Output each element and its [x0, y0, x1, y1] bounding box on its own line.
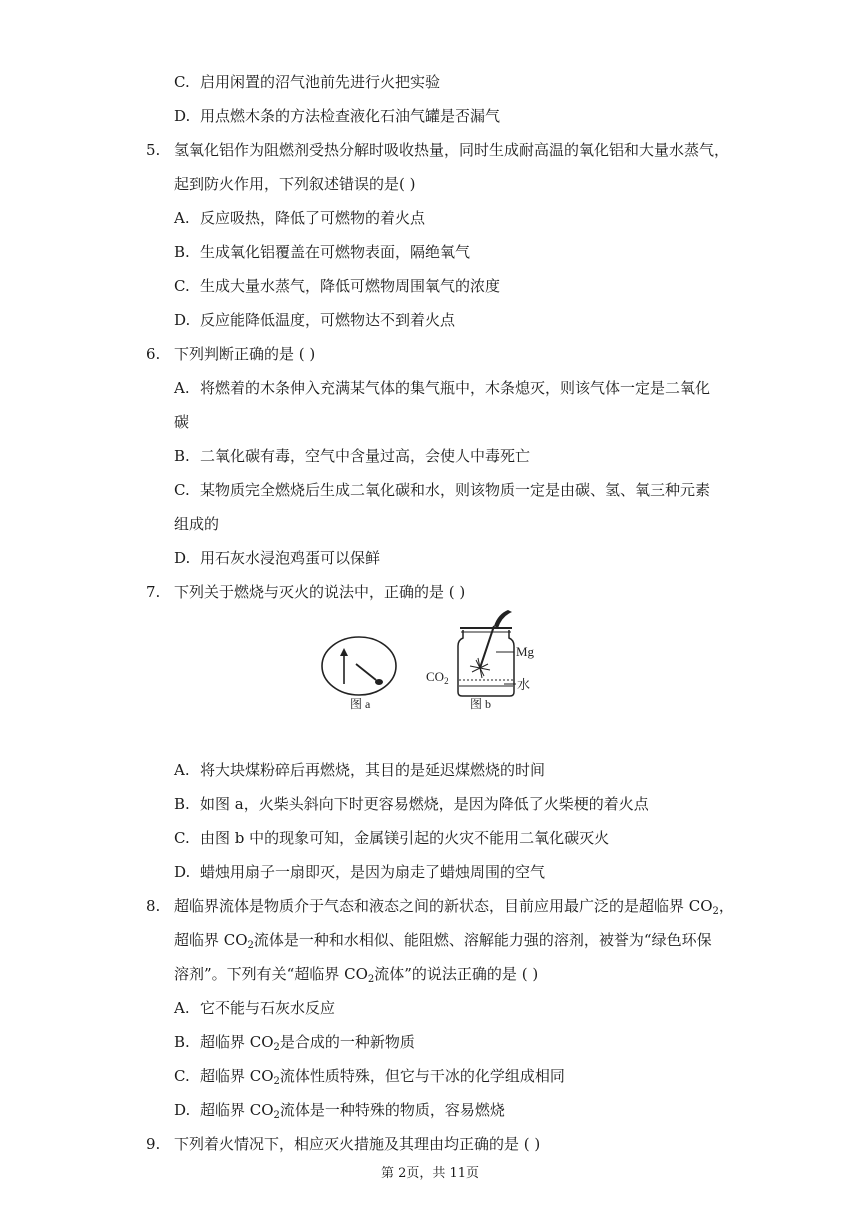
- option-text: 二氧化碳有毒，空气中含量过高，会使人中毒死亡: [200, 447, 531, 465]
- q6-option-d: [174, 548, 380, 568]
- option-letter: C.: [174, 1067, 190, 1085]
- option-text: 用石灰水浸泡鸡蛋可以保鲜: [200, 549, 381, 567]
- page-footer: 第 2页，共 11页: [380, 1166, 480, 1181]
- figure-a-match-diagram: [322, 637, 396, 695]
- option-letter: A.: [174, 379, 190, 397]
- stem-text: 溶剂”。下列有关“超临界 CO: [174, 965, 368, 983]
- option-letter: A.: [174, 761, 190, 779]
- subscript: 2: [367, 974, 375, 985]
- question-number-5: 5.: [146, 141, 161, 159]
- option-text: 由图 b 中的现象可知，金属镁引起的火灾不能用二氧化碳灭火: [200, 829, 610, 847]
- option-text: 超临界 CO: [200, 1033, 274, 1051]
- q9-stem: 下列着火情况下，相应灭火措施及其理由均正确的是 ( ): [174, 1135, 541, 1153]
- question-number-8: 8.: [146, 897, 161, 915]
- figure-b-co2-label: $CO_2$: [426, 669, 449, 686]
- question-number-6: 6.: [146, 345, 161, 363]
- option-text: 反应吸热，降低了可燃物的着火点: [200, 209, 426, 227]
- option-letter: B.: [174, 795, 190, 813]
- option-letter: B.: [174, 447, 190, 465]
- q7-option-c: [174, 828, 609, 848]
- option-text: 某物质完全燃烧后生成二氧化碳和水，则该物质一定是由碳、氢、氧三种元素: [200, 481, 711, 499]
- q5-option-c: [174, 276, 500, 296]
- option-text: 蜡烛用扇子一扇即灭，是因为扇走了蜡烛周围的空气: [200, 863, 546, 881]
- q6-option-a: [174, 378, 710, 398]
- figure-b-label: 图 b: [470, 697, 492, 711]
- question-number-9: 9.: [146, 1135, 161, 1153]
- option-text: 超临界 CO: [200, 1101, 274, 1119]
- option-letter: A.: [174, 209, 190, 227]
- q8-option-a: [174, 998, 335, 1018]
- q6-option-c: [174, 480, 710, 500]
- option-text: 用点燃木条的方法检查液化石油气罐是否漏气: [200, 107, 501, 125]
- option-letter: D.: [174, 311, 191, 329]
- figure-b-mg-label: Mg: [516, 644, 535, 659]
- q5-option-d: [174, 310, 455, 330]
- option-letter: D.: [174, 107, 191, 125]
- subscript: 2: [712, 906, 719, 917]
- option-text: 流体性质特殊，但它与干冰的化学组成相同: [279, 1067, 565, 1085]
- option-letter: D.: [174, 1101, 191, 1119]
- q8-option-d: [174, 1100, 505, 1120]
- q7-figure: [318, 608, 550, 718]
- option-letter: D.: [174, 863, 191, 881]
- option-text: 是合成的一种新物质: [279, 1033, 415, 1051]
- option-letter: A.: [174, 999, 190, 1017]
- stem-text: 超临界流体是物质介于气态和液态之间的新状态，目前应用最广泛的是超临界 CO: [174, 897, 713, 915]
- q4-option-d: [174, 106, 500, 126]
- option-letter: B.: [174, 1033, 190, 1051]
- q6-stem: 下列判断正确的是 ( ): [174, 345, 316, 363]
- option-letter: C.: [174, 829, 190, 847]
- q8-stem-line3: [174, 964, 538, 984]
- figure-b-jar-diagram: [458, 610, 516, 696]
- q7-option-d: [174, 862, 545, 882]
- q5-option-a: [174, 208, 425, 228]
- q6-option-a-cont: 碳: [174, 413, 190, 431]
- q8-option-b: [174, 1032, 415, 1052]
- subscript: 2: [273, 1076, 280, 1087]
- question-number-7: 7.: [146, 583, 161, 601]
- stem-text: 流体”的说法正确的是 ( ): [374, 965, 539, 983]
- combustion-figure-svg: [318, 608, 550, 718]
- q5-option-b: [174, 242, 470, 262]
- option-text: 将燃着的木条伸入充满某气体的集气瓶中，木条熄灭，则该气体一定是二氧化: [200, 379, 711, 397]
- q7-option-b: [174, 794, 649, 814]
- subscript: 2: [247, 940, 254, 951]
- q8-stem-line2: [174, 930, 712, 950]
- q7-stem: 下列关于燃烧与灭火的说法中，正确的是 ( ): [174, 583, 466, 601]
- q4-option-c: [174, 72, 440, 92]
- option-letter: B.: [174, 243, 190, 261]
- option-text: 反应能降低温度，可燃物达不到着火点: [200, 311, 456, 329]
- subscript: 2: [273, 1110, 280, 1121]
- subscript: 2: [273, 1042, 280, 1053]
- option-letter: C.: [174, 481, 190, 499]
- q5-stem-line1: 氢氧化铝作为阻燃剂受热分解时吸收热量，同时生成耐高温的氧化铝和大量水蒸气，: [174, 141, 730, 159]
- q6-option-c-cont: 组成的: [174, 515, 220, 533]
- q6-option-b: [174, 446, 530, 466]
- option-text: 超临界 CO: [200, 1067, 274, 1085]
- q5-stem-line2: 起到防火作用，下列叙述错误的是( ): [174, 175, 416, 193]
- option-text: 生成氧化铝覆盖在可燃物表面，隔绝氧气: [200, 243, 471, 261]
- q7-option-a: [174, 760, 545, 780]
- option-text: 如图 a，火柴头斜向下时更容易燃烧，是因为降低了火柴梗的着火点: [200, 795, 649, 813]
- option-letter: C.: [174, 73, 190, 91]
- figure-b-water-label: 水: [517, 678, 531, 693]
- option-letter: C.: [174, 277, 190, 295]
- option-text: 它不能与石灰水反应: [200, 999, 336, 1017]
- stem-text: ，: [718, 897, 734, 915]
- stem-text: 超临界 CO: [174, 931, 248, 949]
- option-text: 将大块煤粉碎后再燃烧，其目的是延迟煤燃烧的时间: [200, 761, 546, 779]
- option-text: 流体是一种特殊的物质，容易燃烧: [279, 1101, 505, 1119]
- option-text: 生成大量水蒸气，降低可燃物周围氧气的浓度: [200, 277, 501, 295]
- figure-a-label: 图 a: [350, 697, 371, 711]
- option-text: 启用闲置的沼气池前先进行火把实验: [200, 73, 441, 91]
- q8-stem-line1: [174, 896, 734, 916]
- option-letter: D.: [174, 549, 191, 567]
- q8-option-c: [174, 1066, 565, 1086]
- stem-text: 流体是一种和水相似、能阻燃、溶解能力强的溶剂，被誉为“绿色环保: [253, 931, 712, 949]
